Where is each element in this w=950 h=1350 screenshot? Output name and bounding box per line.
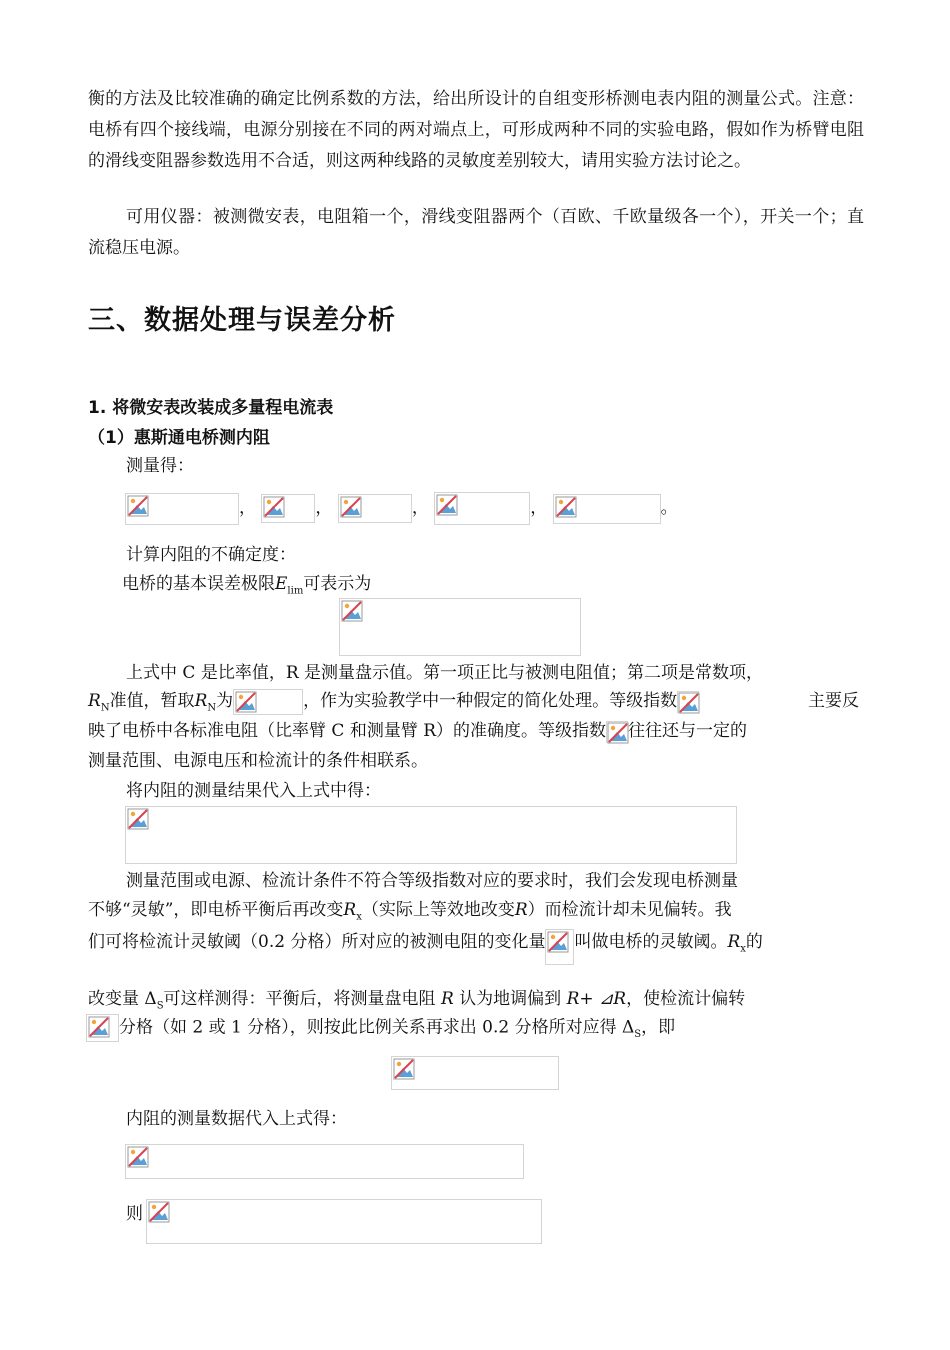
data-substitute-label: 内阻的测量数据代入上式得： (126, 1109, 347, 1129)
para5-line1: 改变量 $\Delta_S$可这样测得：平衡后，将测量盘电阻 R 认为地调偏到 R+ ⊿R，使检流计偏转 (88, 989, 746, 1012)
para6-line (86, 1014, 675, 1048)
then-label: 则 (126, 1204, 143, 1224)
measured-values-row (125, 492, 678, 524)
broken-image-icon (127, 1146, 149, 1168)
data-formula-image (125, 1144, 524, 1179)
grade-index-image (606, 721, 628, 743)
broken-image-icon (340, 496, 362, 518)
para4-line1: 测量范围或电源、检流计条件不符合等级指数对应的要求时，我们会发现电桥测量 (126, 871, 738, 891)
rn-value-image (233, 689, 303, 715)
separator-period: 。 (660, 498, 678, 518)
measured-value-image-3 (338, 494, 412, 523)
para5-text: 可这样测得：平衡后，将测量盘电阻 (163, 989, 436, 1009)
para3-text: ，作为实验教学中一种假定的简化处理。等级指数 (303, 691, 678, 711)
para4-text: 叫做电桥的灵敏阈。 (574, 932, 728, 952)
para4-text: 的 (745, 932, 763, 952)
instruments-paragraph: 可用仪器：被测微安表，电阻箱一个，滑线变阻器两个（百欧、千欧量级各一个），开关一个；直流稳压电源。 (88, 207, 864, 258)
para6-text: 分格（如 2 或 1 分格），则按此比例关系再求出 0.2 分格所对应得 Δ (119, 1017, 635, 1038)
rx-subscript: x (356, 911, 362, 923)
measured-label: 测量得： (126, 456, 194, 476)
rn-symbol: R (88, 691, 101, 711)
elim-symbol: E (275, 574, 288, 594)
para3-line1: 上式中 C 是比率值，R 是测量盘示值。第一项正比与被测电阻值；第二项是常数项， (126, 663, 764, 683)
measured-value-image-2 (261, 494, 315, 523)
broken-image-icon (127, 808, 149, 830)
result-formula-image (146, 1199, 542, 1244)
broken-image-icon (555, 496, 577, 518)
elim-formula-image (339, 598, 581, 656)
grade-index-image (677, 691, 699, 713)
rn-subscript: N (100, 702, 110, 714)
para5-text: ，使检流计偏转 (626, 989, 746, 1009)
elim-text: 电桥的基本误差极限 (122, 574, 275, 594)
substitute-label: 将内阻的测量结果代入上式中得： (126, 781, 381, 801)
broken-image-icon (393, 1058, 415, 1080)
uncertainty-label: 计算内阻的不确定度： (126, 545, 296, 565)
para4-line3: 们可将检流计灵敏阈（0.2 分格）所对应的被测电阻的变化量 叫做电桥的灵敏阈。$R_x$的 (88, 929, 763, 965)
para4-text: （实际上等效地改变 (361, 900, 515, 920)
substitution-formula-image (125, 806, 737, 864)
para3-line2 (88, 688, 699, 721)
broken-image-icon (235, 691, 257, 713)
deflection-image (86, 1014, 119, 1042)
para5-text: 认为地调偏到 (459, 989, 562, 1009)
measured-value-image-4 (434, 492, 530, 525)
measured-value-image-5 (553, 494, 661, 524)
subsection-heading-1: 1. 将微安表改装成多量程电流表 (88, 398, 334, 418)
rn-symbol: R (194, 691, 208, 711)
separator-comma: ， (411, 498, 429, 518)
para3-line3: 映了电桥中各标准电阻（比率臂 C 和测量臂 R）的准确度。等级指数 往往还与一定的 (88, 718, 747, 744)
sensitivity-threshold-image (545, 929, 574, 965)
rn-subscript: N (207, 702, 217, 714)
intro-paragraph: 衡的方法及比较准确的确定比例系数的方法，给出所设计的自组变形桥测电表内阻的测量公式。注意：电桥有四个接线端，电源分别接在不同的两对端点上，可形成两种不同的实验电路，假如作为桥臂电阻的滑线变阻器参数选用不合适，则这两种线路的灵敏度差别较大，请用实验方法讨论之。 (88, 89, 864, 171)
broken-image-icon (547, 931, 569, 953)
broken-image-icon (127, 495, 149, 517)
para3-line4: 测量范围、电源电压和检流计的条件相联系。 (88, 751, 428, 771)
broken-image-icon (607, 722, 629, 744)
r-delta-symbol: R+ ⊿R (566, 989, 627, 1009)
broken-image-icon (263, 496, 285, 518)
section-heading: 三、数据处理与误差分析 (88, 305, 396, 336)
separator-comma: ， (239, 498, 256, 518)
para3-tail-a: 主要反 (808, 691, 859, 711)
elim-subscript: lim (287, 585, 304, 597)
separator-comma: ， (315, 498, 333, 518)
elim-text-post: 可表示为 (303, 574, 372, 594)
para5-text: 改变量 Δ (88, 989, 157, 1009)
separator-comma: ， (530, 498, 548, 518)
para3-text: 准值，暂取 (109, 691, 195, 711)
s-subscript: S (156, 1000, 164, 1012)
broken-image-icon (436, 494, 458, 516)
broken-image-icon (678, 692, 700, 714)
elim-line (122, 571, 371, 604)
broken-image-icon (88, 1016, 110, 1038)
para3-text: 为 (216, 691, 234, 711)
para4-line2: 不够“灵敏”，即电桥平衡后再改变$R_x$（实际上等效地改变R）而检流计却未见偏转。我 (88, 900, 732, 923)
broken-image-icon (148, 1201, 170, 1223)
r-symbol: R (514, 900, 528, 920)
sensitivity-formula-image (391, 1056, 559, 1090)
rx-symbol: R (343, 900, 357, 920)
subsection-heading-2: （1）惠斯通电桥测内阻 (88, 428, 270, 448)
s-subscript: S (634, 1028, 642, 1040)
measured-value-image-1 (125, 493, 239, 525)
para6-text: ，即 (641, 1017, 676, 1038)
broken-image-icon (341, 600, 363, 622)
